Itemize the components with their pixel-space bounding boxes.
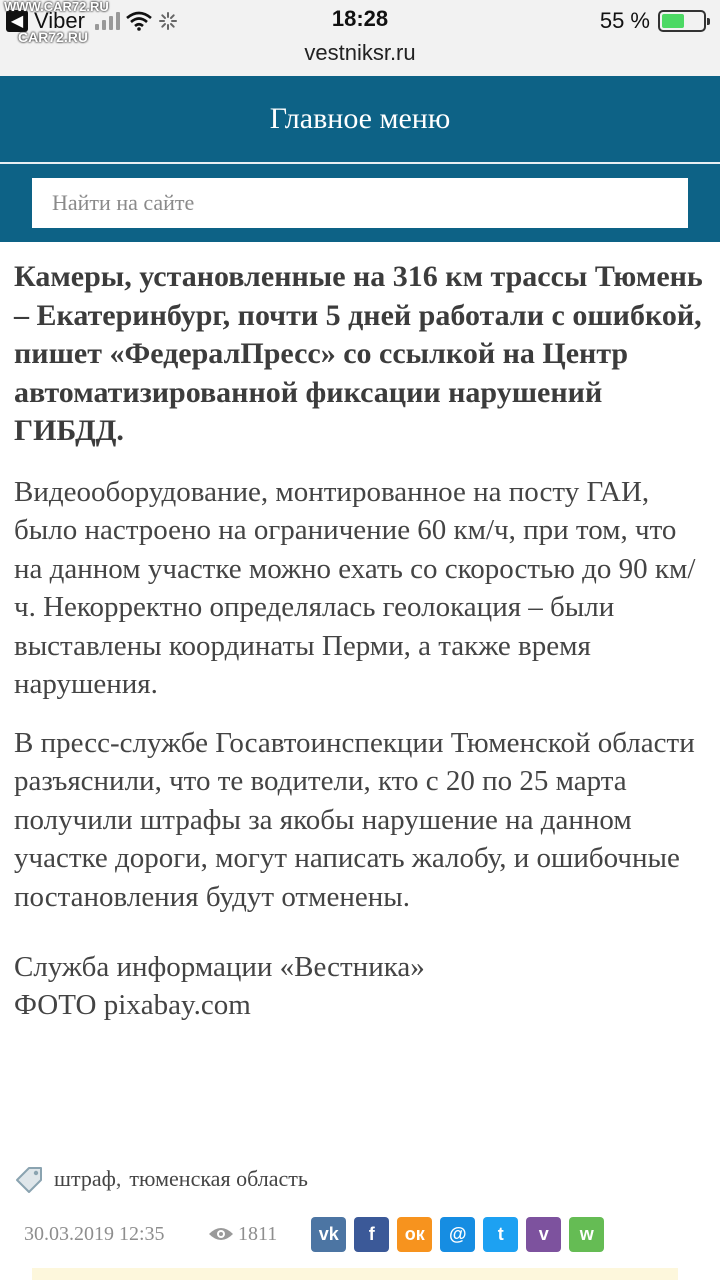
share-odnoklassniki-button[interactable] xyxy=(397,1217,432,1252)
share-viber-button[interactable] xyxy=(526,1217,561,1252)
publish-date: 30.03.2019 12:35 xyxy=(24,1222,165,1245)
share-buttons xyxy=(311,1217,604,1252)
article-source xyxy=(14,948,704,1024)
comment-box-edge xyxy=(32,1268,678,1280)
tag-link-region[interactable]: тюменская область xyxy=(129,1166,308,1191)
back-app-label: Viber xyxy=(34,8,85,33)
search-input[interactable] xyxy=(32,178,688,228)
article-paragraph-1: Видеооборудование, монтированное на посту ГАИ, было настроено на ограничение 60 км/ч, при том, что на данном участке можно ехать со скоростью до 90 км/ч. Некорректно определялась геолокация – были выставлены координаты Перми, а также время нарушения. xyxy=(14,475,696,700)
facebook-icon: f xyxy=(368,1223,375,1244)
article-meta xyxy=(24,1216,604,1252)
moimir-icon: @ xyxy=(448,1223,467,1244)
clock: 18:28 xyxy=(331,6,389,31)
battery-percent: 55 % xyxy=(599,8,650,33)
article-headline: Камеры, установленные на 316 км трассы Тюмень – Екатеринбург, почти 5 дней работали с ошибкой, пишет «ФедералПресс» со ссылкой на Центр автоматизированной фиксации нарушений ГИБДД. xyxy=(14,260,703,447)
battery-status xyxy=(600,6,706,36)
share-facebook-button[interactable] xyxy=(354,1217,389,1252)
odnoklassniki-icon: ок xyxy=(404,1223,425,1244)
tag-link-fine[interactable]: штраф xyxy=(54,1166,116,1191)
share-twitter-button[interactable] xyxy=(483,1217,518,1252)
source-credit: Служба информации «Вестника» xyxy=(14,951,425,983)
battery-icon xyxy=(658,10,706,32)
whatsapp-icon: w xyxy=(579,1223,594,1244)
search-bar xyxy=(0,164,720,242)
article-body xyxy=(14,258,704,1024)
back-icon: ◀ xyxy=(6,10,28,32)
share-whatsapp-button[interactable] xyxy=(569,1217,604,1252)
watermark-top: WWW.CAR72.RU xyxy=(4,0,109,14)
photo-credit: ФОТО pixabay.com xyxy=(14,989,251,1021)
status-bar xyxy=(0,0,720,76)
article-paragraph-2: В пресс-службе Госавтоинспекции Тюменской области разъяснили, что те водители, кто с 20 по 25 марта получили штрафы за якобы нарушение на данном участке дороги, могут написать жалобу, и ошибочные постановления будут отменены. xyxy=(14,726,695,913)
twitter-icon: t xyxy=(497,1223,504,1244)
vk-icon: vk xyxy=(318,1223,339,1244)
main-menu-bar[interactable] xyxy=(0,76,720,162)
watermark-bottom: CAR72.RU xyxy=(18,29,89,45)
view-count: 1811 xyxy=(238,1222,278,1245)
share-moimir-button[interactable] xyxy=(440,1217,475,1252)
article-tags xyxy=(14,1162,308,1196)
share-vk-button[interactable] xyxy=(311,1217,346,1252)
viber-icon: v xyxy=(538,1223,549,1244)
tag-separator: , xyxy=(115,1166,122,1191)
main-menu-title[interactable]: Главное меню xyxy=(269,102,451,135)
eye-icon xyxy=(208,1225,234,1243)
address-bar-url[interactable]: vestniksr.ru xyxy=(304,40,416,65)
tag-icon xyxy=(14,1164,46,1194)
